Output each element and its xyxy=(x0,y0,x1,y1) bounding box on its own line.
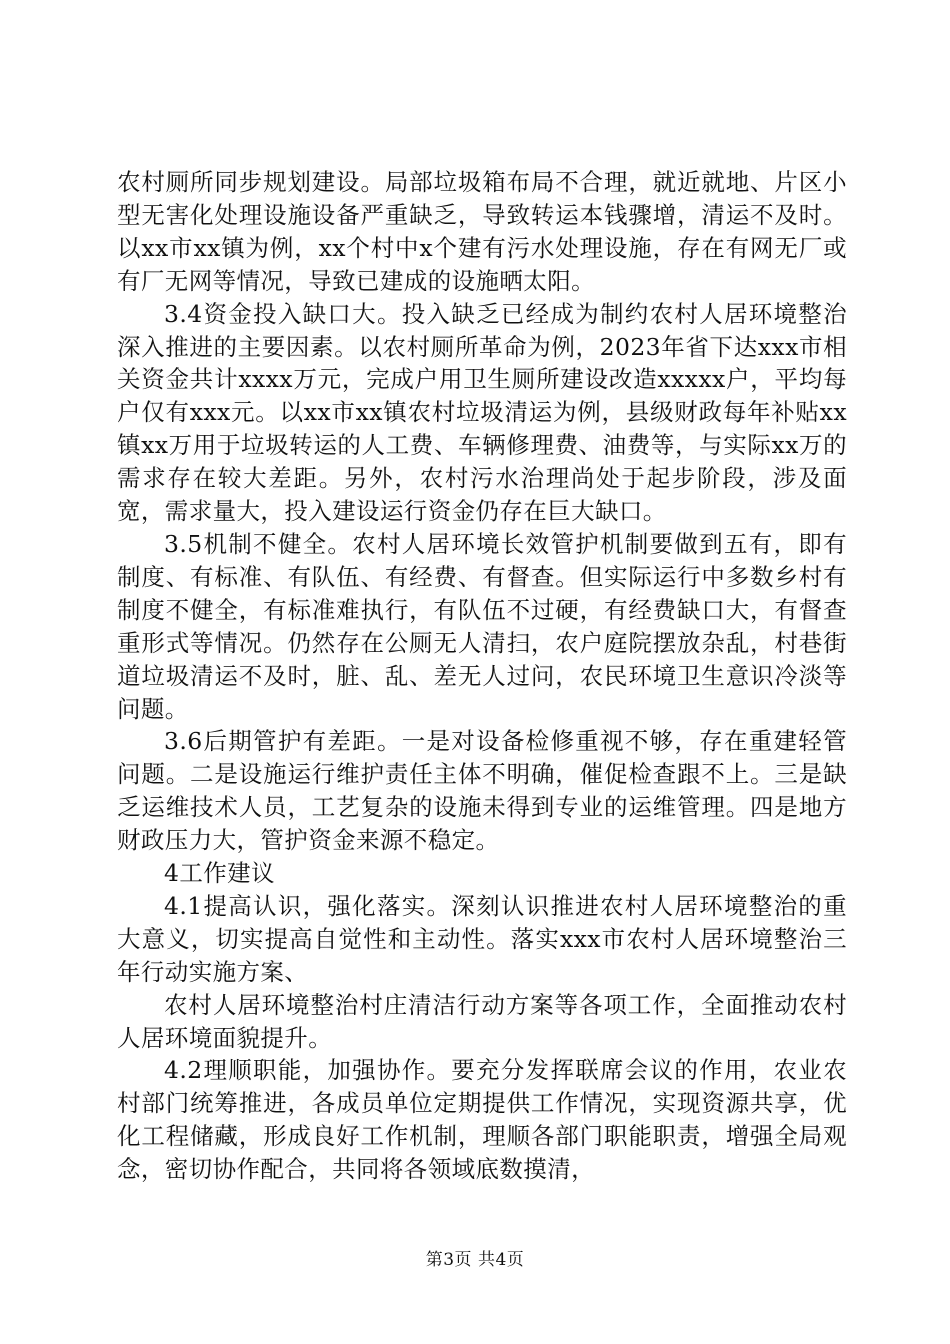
section-heading-4-work-suggestions: 4工作建议 xyxy=(164,859,275,888)
page-footer xyxy=(0,1245,950,1270)
paragraph-3-4-funding-gap: 3.4资金投入缺口大。投入缺乏已经成为制约农村人居环境整治深入推进的主要因素。以农村厕所革命为例，2023年省下达xxx市相关资金共计xxxx万元，完成户用卫生厕所建设改造xxxxx户，平均每户仅有xxx元。以xx市xx镇农村垃圾清运为例，县级财政每年补贴xx镇xx万用于垃圾转运的人工费、车辆修理费、油费等，与实际xx万的需求存在较大差距。另外，农村污水治理尚处于起步阶段，涉及面宽，需求量大，投入建设运行资金仍存在巨大缺口。 xyxy=(117,299,847,526)
paragraph-3-6-maintenance: 3.6后期管护有差距。一是对设备检修重视不够，存在重建轻管问题。二是设施运行维护责任主体不明确，催促检查跟不上。三是缺乏运维技术人员，工艺复杂的设施未得到专业的运维管理。四是地方财政压力大，管护资金来源不稳定。 xyxy=(117,727,847,855)
paragraph-4-1-continued: 农村人居环境整治村庄清洁行动方案等各项工作，全面推动农村人居环境面貌提升。 xyxy=(117,990,847,1052)
paragraph-3-5-mechanism: 3.5机制不健全。农村人居环境长效管护机制要做到五有，即有制度、有标准、有队伍、有经费、有督查。但实际运行中多数乡村有制度不健全，有标准难执行，有队伍不过硬，有经费缺口大，有督查重形式等情况。仍然存在公厕无人清扫，农户庭院摆放杂乱，村巷街道垃圾清运不及时，脏、乱、差无人过问，农民环境卫生意识冷淡等问题。 xyxy=(117,529,847,723)
document-body xyxy=(117,166,847,1186)
page-number-indicator: 第3页 共4页 xyxy=(425,1250,525,1270)
paragraph-4-2-coordination: 4.2理顺职能，加强协作。要充分发挥联席会议的作用，农业农村部门统筹推进，各成员单位定期提供工作情况，实现资源共享，优化工程储藏，形成良好工作机制，理顺各部门职能职责，增强全局观念，密切协作配合，共同将各领域底数摸清， xyxy=(117,1056,847,1184)
paragraph-4-1-awareness: 4.1提高认识，强化落实。深刻认识推进农村人居环境整治的重大意义，切实提高自觉性和主动性。落实xxx市农村人居环境整治三年行动实施方案、 xyxy=(117,891,847,986)
paragraph-sanitation-continued: 农村厕所同步规划建设。局部垃圾箱布局不合理，就近就地、片区小型无害化处理设施设备严重缺乏，导致转运本钱骤增，清运不及时。以xx市xx镇为例，xx个村中x个建有污水处理设施，存在有网无厂或有厂无网等情况，导致已建成的设施晒太阳。 xyxy=(117,168,847,295)
